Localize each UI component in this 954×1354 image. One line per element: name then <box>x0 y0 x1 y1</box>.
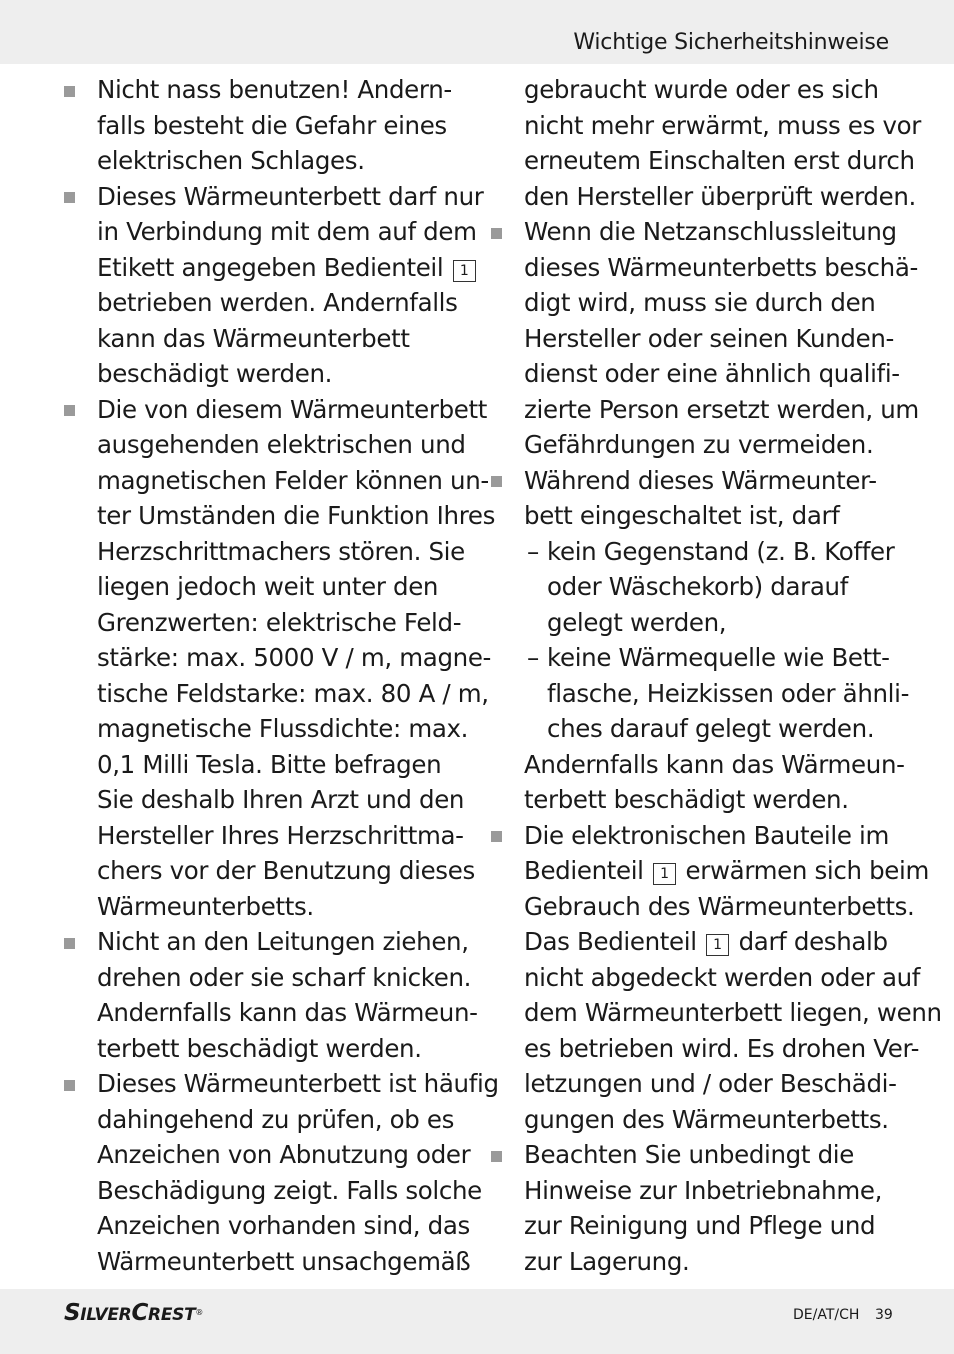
text-line: bett eingeschaltet ist, darf <box>524 501 840 530</box>
text-line: Die elektronischen Bauteile im <box>524 820 889 850</box>
text-line: nicht mehr erwärmt, muss es vor <box>524 110 921 140</box>
text-line: Andernfalls kann das Wärmeun- <box>524 749 905 779</box>
part-reference-box: 1 <box>653 863 676 885</box>
list-item <box>487 214 919 463</box>
text-fragment: Das Bedienteil <box>524 927 697 956</box>
text-line: Die von diesem Wärmeunterbett <box>97 394 488 424</box>
dash-bullet: – <box>527 643 539 672</box>
text-line: drehen oder sie scharf knicken. <box>97 962 472 992</box>
text-line: kann das Wärmeunterbett <box>97 323 410 353</box>
text-line: elektrischen Schlages. <box>97 146 365 175</box>
text-line: Dieses Wärmeunterbett darf nur <box>97 181 484 211</box>
text-line: Hersteller oder seinen Kunden- <box>524 323 894 353</box>
text-line: Gefährdungen zu vermeiden. <box>524 430 874 459</box>
text-line: terbett beschädigt werden. <box>97 1033 422 1063</box>
list-item <box>60 72 470 179</box>
text-fragment: Bedienteil <box>524 856 644 885</box>
text-line: liegen jedoch weit unter den <box>97 572 439 601</box>
dash-sub-item <box>487 640 910 747</box>
text-line: Wenn die Netzanschlussleitung <box>524 217 897 246</box>
text-line: den Hersteller überprüft werden. <box>524 181 916 211</box>
text-line: Sie deshalb Ihren Arzt und den <box>97 785 465 814</box>
text-line: Wärmeunterbett unsachgemäß <box>97 1246 471 1276</box>
list-item <box>487 1137 897 1279</box>
bullet-square-icon <box>64 405 75 416</box>
text-line: Wärmeunterbetts. <box>97 891 314 921</box>
bullet-square-icon <box>491 476 502 487</box>
locale-label: DE/AT/CH <box>793 1307 860 1323</box>
bullet-square-icon <box>64 1080 75 1091</box>
text-line: gelegt werden, <box>547 607 727 637</box>
registered-mark: ® <box>195 1308 204 1317</box>
text-line: gungen des Wärmeunterbetts. <box>524 1104 889 1134</box>
part-reference-box: 1 <box>453 260 476 282</box>
text-line: digt wird, muss sie durch den <box>524 288 876 317</box>
dash-sub-item <box>487 534 897 641</box>
dash-bullet: – <box>527 536 539 566</box>
text-line: Anzeichen vorhanden sind, das <box>97 1211 470 1240</box>
text-line: Hinweise zur Inbetriebnahme, <box>524 1175 883 1205</box>
bullet-square-icon <box>491 831 502 842</box>
text-line: nicht abgedeckt werden oder auf <box>524 962 921 992</box>
logo-letter: S <box>64 1300 81 1326</box>
logo-letters: ILVER <box>80 1305 132 1325</box>
text-line: Gebrauch des Wärmeunterbetts. <box>524 891 915 921</box>
text-line: kein Gegenstand (z. B. Koffer <box>547 536 895 566</box>
text-line <box>97 250 470 286</box>
logo-letter: C <box>131 1300 149 1326</box>
text-line: es betrieben wird. Es drohen Ver- <box>524 1033 920 1063</box>
text-line: Beachten Sie unbedingt die <box>524 1140 854 1169</box>
text-line: zur Reinigung und Pflege und <box>524 1211 876 1240</box>
text-line: zierte Person ersetzt werden, um <box>524 394 919 424</box>
text-line: magnetische Flussdichte: max. <box>97 714 469 743</box>
text-line: Nicht nass benutzen! Andern- <box>97 75 452 104</box>
list-item <box>60 179 484 392</box>
text-line: chers vor der Benutzung dieses <box>97 856 475 885</box>
text-line: Während dieses Wärmeunter- <box>524 465 877 495</box>
text-line: Beschädigung zeigt. Falls solche <box>97 1175 482 1205</box>
text-line: gebraucht wurde oder es sich <box>524 75 879 104</box>
text-line: letzungen und / oder Beschädi- <box>524 1069 897 1098</box>
text-line: erneutem Einschalten erst durch <box>524 146 915 175</box>
text-line: oder Wäschekorb) darauf <box>547 572 849 601</box>
text-line: magnetischen Felder können un- <box>97 465 489 495</box>
text-fragment: erwärmen sich beim <box>685 856 929 885</box>
text-line: ches darauf gelegt werden. <box>547 714 875 743</box>
text-line: betrieben werden. Andernfalls <box>97 288 458 317</box>
text-line: Anzeichen von Abnutzung oder <box>97 1140 471 1169</box>
list-item <box>60 392 496 925</box>
logo-letters: REST <box>148 1305 196 1325</box>
bullet-square-icon <box>64 938 75 949</box>
text-line: Grenzwerten: elektrische Feld- <box>97 607 462 637</box>
text-line: stärke: max. 5000 V / m, magne- <box>97 643 492 672</box>
text-line: dieses Wärmeunterbetts beschä- <box>524 252 919 282</box>
item-continuation <box>487 747 905 818</box>
list-item <box>60 924 478 1066</box>
text-line: flasche, Heizkissen oder ähnli- <box>547 678 910 708</box>
text-line: ter Umständen die Funktion Ihres <box>97 501 496 530</box>
text-fragment: Etikett angegeben Bedienteil <box>97 252 444 282</box>
text-line: dienst oder eine ähnlich qualifi- <box>524 359 900 388</box>
left-column <box>60 72 499 1279</box>
bullet-square-icon <box>491 1151 502 1162</box>
text-line: Hersteller Ihres Herzschrittma- <box>97 820 464 850</box>
bullet-square-icon <box>491 228 502 239</box>
list-item <box>60 1066 499 1279</box>
list-item <box>487 818 942 1138</box>
text-line <box>524 853 929 889</box>
text-line: Dieses Wärmeunterbett ist häufig <box>97 1069 499 1098</box>
text-line: beschädigt werden. <box>97 359 333 388</box>
text-line: zur Lagerung. <box>524 1246 690 1276</box>
text-line <box>524 924 897 960</box>
continued-list-item <box>487 72 921 214</box>
text-line: falls besteht die Gefahr eines <box>97 110 447 140</box>
text-line: terbett beschädigt werden. <box>524 785 849 814</box>
page-number: 39 <box>875 1307 893 1323</box>
list-item <box>487 463 897 534</box>
part-reference-box: 1 <box>706 934 729 956</box>
text-line: ausgehenden elektrischen und <box>97 430 466 459</box>
text-line: 0,1 Milli Tesla. Bitte befragen <box>97 749 442 779</box>
page-header-title: Wichtige Sicherheitshinweise <box>573 30 889 55</box>
brand-logo <box>64 1300 203 1328</box>
text-line: dahingehend zu prüfen, ob es <box>97 1104 455 1134</box>
bullet-square-icon <box>64 192 75 203</box>
text-line: Andernfalls kann das Wärmeun- <box>97 998 478 1027</box>
text-line: keine Wärmequelle wie Bett- <box>547 643 890 672</box>
text-line: tische Feldstarke: max. 80 A / m, <box>97 678 489 708</box>
text-line: Nicht an den Leitungen ziehen, <box>97 927 469 956</box>
bullet-square-icon <box>64 86 75 97</box>
text-line: in Verbindung mit dem auf dem <box>97 217 477 246</box>
text-line: dem Wärmeunterbett liegen, wenn <box>524 998 942 1027</box>
text-fragment: darf deshalb <box>738 927 888 956</box>
right-column <box>487 72 942 1279</box>
text-line: Herzschrittmachers stören. Sie <box>97 536 465 566</box>
